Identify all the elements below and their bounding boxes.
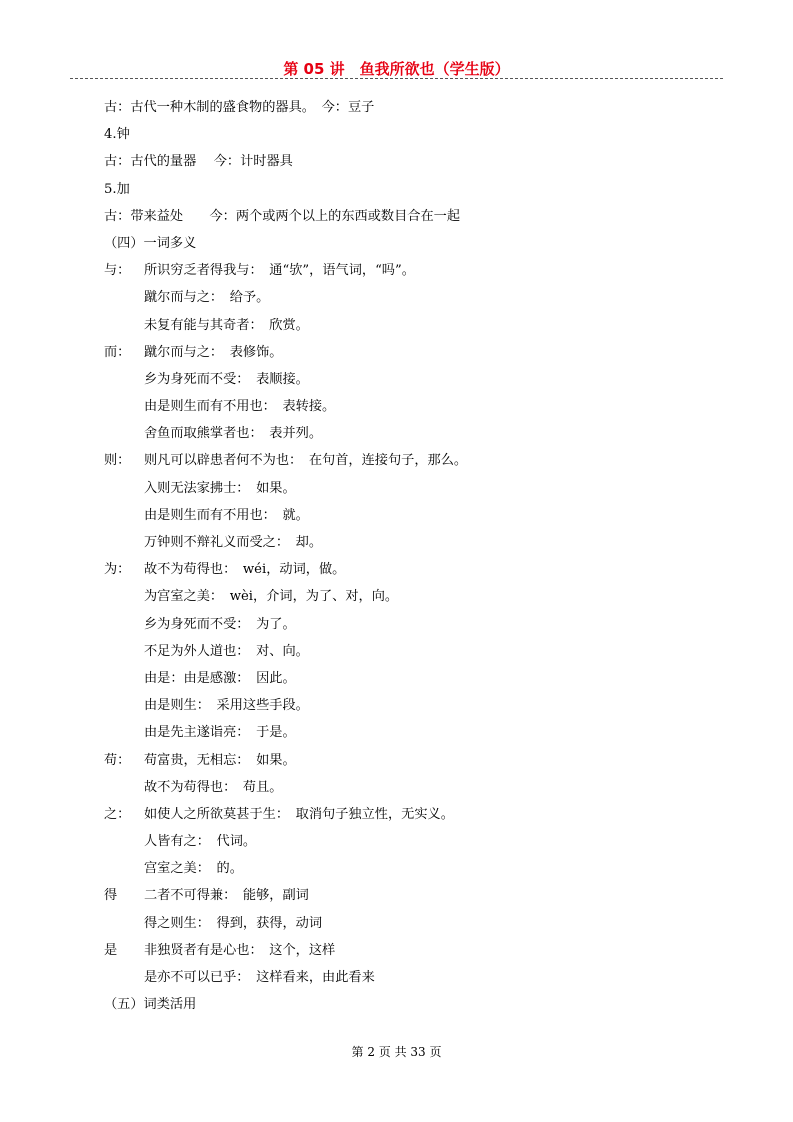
line-text: 万钟则不辩礼义而受之： 却。: [144, 535, 323, 550]
line-text: 乡为身死而不受： 为了。: [144, 616, 296, 632]
line-text: 二者不可得兼： 能够，副词: [144, 888, 309, 904]
line-text: 如使人之所欲莫甚于生： 取消句子独立性，无实义。: [144, 806, 454, 822]
text-line: [104, 801, 724, 828]
line-text: 得之则生： 得到，获得，动词: [144, 915, 323, 931]
line-text: 由是则生而有不用也： 就。: [144, 507, 309, 523]
line-text: 5.加: [104, 181, 130, 197]
text-line: [104, 828, 724, 855]
document-body: [104, 94, 724, 1018]
header-divider: [70, 78, 723, 79]
line-text: 宫室之美： 的。: [144, 861, 243, 877]
entry-headword: 为：: [104, 562, 131, 578]
line-text: 人皆有之： 代词。: [144, 834, 257, 850]
text-line: [104, 420, 724, 447]
text-line: [104, 991, 724, 1018]
text-line: [104, 284, 724, 311]
entry-headword: 之：: [104, 806, 131, 822]
text-line: [104, 312, 724, 339]
text-line: [104, 855, 724, 882]
text-line: [104, 964, 724, 991]
text-line: [104, 774, 724, 801]
text-line: [104, 719, 724, 746]
text-line: [104, 393, 724, 420]
line-text: 入则无法家拂士： 如果。: [144, 480, 296, 496]
text-line: [104, 176, 724, 203]
text-line: [104, 121, 724, 148]
text-line: [104, 475, 724, 502]
line-text: 为宫室之美： wèi，介词，为了、对，向。: [144, 589, 399, 605]
line-text: 古：古代的量器 今：计时器具: [104, 154, 293, 170]
entry-headword: 得: [104, 888, 118, 904]
line-text: 所识穷乏者得我与： 通“欤”，语气词，“吗”。: [144, 263, 415, 279]
text-line: [104, 366, 724, 393]
line-text: （四）一词多义: [104, 235, 197, 251]
line-text: 故不为苟得也： wéi，动词，做。: [144, 562, 346, 578]
line-text: 古：带来益处 今：两个或两个以上的东西或数目合在一起: [104, 208, 461, 224]
text-line: [104, 910, 724, 937]
line-text: 不足为外人道也： 对、向。: [144, 643, 309, 659]
entry-headword: 而：: [104, 344, 131, 360]
line-text: 苟富贵，无相忘： 如果。: [144, 752, 296, 768]
line-text: 乡为身死而不受： 表顺接。: [144, 371, 309, 387]
text-line: [104, 230, 724, 257]
line-text: 未复有能与其奇者： 欣赏。: [144, 317, 309, 333]
text-line: [104, 937, 724, 964]
text-line: [104, 94, 724, 121]
line-text: 非独贤者有是心也： 这个，这样: [144, 942, 336, 958]
page-footer: 第 2 页 共 33 页: [351, 1045, 442, 1059]
text-line: [104, 339, 724, 366]
text-line: [104, 203, 724, 230]
line-text: 由是：由是感激： 因此。: [144, 670, 296, 686]
text-line: [104, 692, 724, 719]
text-line: [104, 447, 724, 474]
line-text: 由是先主遂诣亮： 于是。: [144, 725, 296, 741]
page-header-title: 第 05 讲 鱼我所欲也（学生版）: [283, 60, 510, 78]
line-text: 由是则生而有不用也： 表转接。: [144, 399, 336, 415]
text-line: [104, 148, 724, 175]
text-line: [104, 257, 724, 284]
text-line: [104, 882, 724, 909]
line-text: 蹴尔而与之： 表修饰。: [144, 344, 283, 360]
line-text: 舍鱼而取熊掌者也： 表并列。: [144, 426, 323, 442]
text-line: [104, 502, 724, 529]
text-line: [104, 556, 724, 583]
line-text: 蹴尔而与之： 给予。: [144, 290, 270, 306]
entry-headword: 与：: [104, 263, 131, 279]
text-line: [104, 665, 724, 692]
line-text: （五）词类活用: [104, 997, 197, 1013]
text-line: [104, 583, 724, 610]
entry-headword: 是: [104, 942, 118, 958]
entry-headword: 苟：: [104, 752, 131, 768]
line-text: 4.钟: [104, 127, 130, 143]
line-text: 故不为苟得也： 苟且。: [144, 779, 283, 795]
text-line: [104, 638, 724, 665]
line-text: 古：古代一种木制的盛食物的器具。 今：豆子: [104, 100, 375, 115]
line-text: 是亦不可以已乎： 这样看来，由此看来: [144, 970, 375, 985]
text-line: [104, 747, 724, 774]
text-line: [104, 611, 724, 638]
line-text: 由是则生： 采用这些手段。: [144, 698, 309, 714]
entry-headword: 则：: [104, 453, 131, 469]
line-text: 则凡可以辟患者何不为也： 在句首，连接句子，那么。: [144, 453, 468, 469]
text-line: [104, 529, 724, 556]
